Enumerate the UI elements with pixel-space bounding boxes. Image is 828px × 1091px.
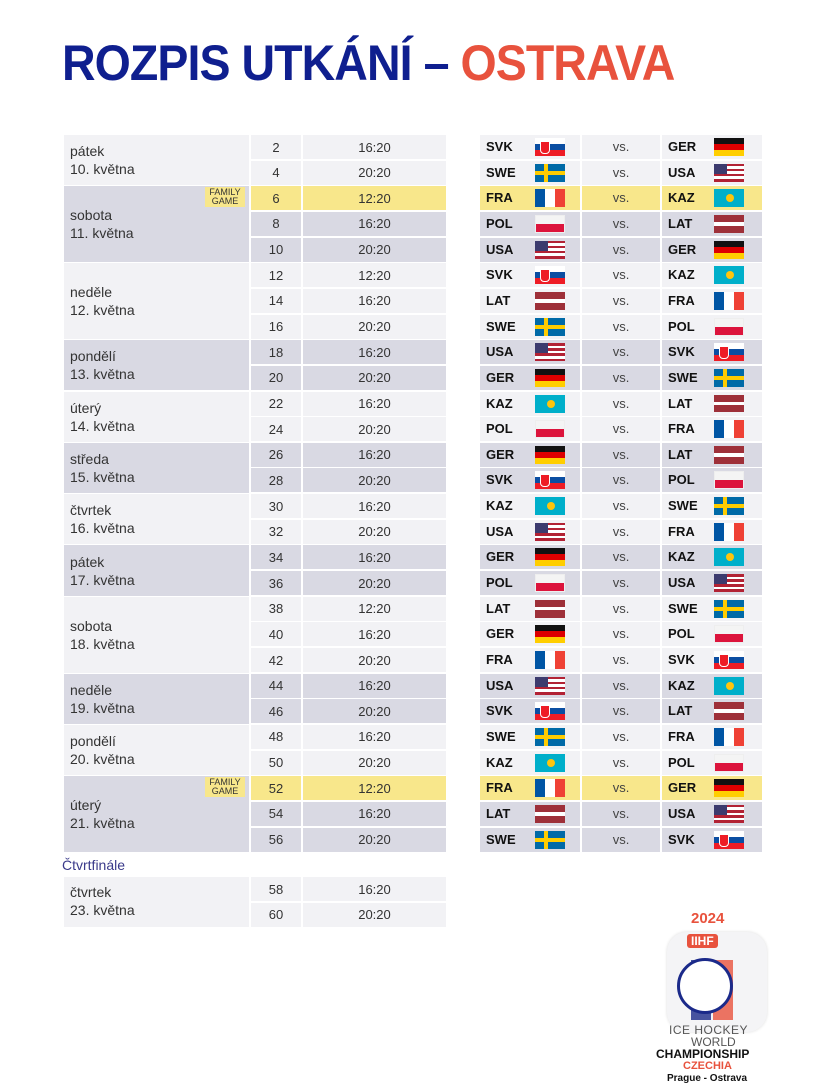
usa-flag-icon: [535, 241, 565, 259]
day-cell: [64, 263, 249, 339]
team-away: LAT: [668, 703, 693, 719]
pol-flag-icon: [714, 754, 744, 772]
game-time: 12:20: [303, 263, 446, 287]
game-time: 20:20: [303, 238, 446, 262]
game-time: 20:20: [303, 520, 446, 544]
fra-flag-icon: [714, 292, 744, 310]
ger-flag-icon: [714, 241, 744, 259]
game-time: 20:20: [303, 571, 446, 595]
vs-label: vs.: [612, 498, 630, 514]
vs-label: vs.: [612, 754, 630, 770]
lat-flag-icon: [714, 702, 744, 720]
game-number: 46: [251, 699, 301, 723]
ger-flag-icon: [535, 625, 565, 643]
day-name: úterý: [70, 399, 102, 416]
team-home: LAT: [486, 805, 511, 821]
game-time: 16:20: [303, 212, 446, 236]
team-home: SWE: [486, 164, 516, 180]
day-name: sobota: [70, 207, 113, 224]
team-home: GER: [486, 446, 515, 462]
logo-year: 2024: [691, 910, 725, 927]
day-label: [70, 553, 135, 589]
page-title: [62, 34, 674, 94]
team-home: SVK: [486, 267, 513, 283]
team-home: SVK: [486, 703, 513, 719]
title-part-2: OSTRAVA: [460, 35, 675, 91]
usa-flag-icon: [535, 677, 565, 695]
game-number: 32: [251, 520, 301, 544]
team-away: USA: [668, 164, 696, 180]
team-home: SWE: [486, 728, 516, 744]
game-time: 16:20: [303, 877, 446, 901]
team-home: USA: [486, 241, 514, 257]
fra-flag-icon: [714, 420, 744, 438]
team-away: SWE: [668, 600, 698, 616]
day-cell: [64, 597, 249, 673]
logo-line-4: CZECHIA: [683, 1060, 732, 1072]
vs-label: vs.: [612, 369, 630, 385]
logo-brand: IIHF: [687, 934, 718, 948]
day-name: neděle: [70, 681, 113, 698]
day-cell: [64, 674, 249, 724]
vs-label: vs.: [612, 600, 630, 616]
vs-label: vs.: [612, 472, 630, 488]
vs-label: vs.: [612, 677, 630, 693]
game-time: 16:20: [303, 674, 446, 698]
team-away: GER: [668, 139, 697, 154]
day-label: [70, 450, 135, 486]
swe-flag-icon: [535, 318, 565, 336]
svk-flag-icon: [714, 831, 744, 849]
game-number: 38: [251, 597, 301, 621]
vs-label: vs.: [612, 139, 630, 154]
ger-flag-icon: [714, 138, 744, 156]
pol-flag-icon: [714, 318, 744, 336]
pol-flag-icon: [535, 420, 565, 438]
kaz-flag-icon: [714, 266, 744, 284]
usa-flag-icon: [535, 343, 565, 361]
game-number: 56: [251, 828, 301, 852]
family-game-badge: FAMILY GAME: [205, 187, 245, 207]
vs-label: vs.: [612, 523, 630, 539]
game-time: 20:20: [303, 315, 446, 339]
team-away: LAT: [668, 215, 693, 231]
day-label: [70, 796, 135, 832]
team-away: FRA: [668, 523, 695, 539]
game-time: 16:20: [303, 622, 446, 646]
game-time: 12:20: [303, 186, 446, 210]
day-name: čtvrtek: [70, 884, 112, 900]
game-time: 20:20: [303, 648, 446, 672]
day-label: [70, 399, 135, 435]
vs-label: vs.: [612, 805, 630, 821]
game-number: 36: [251, 571, 301, 595]
vs-label: vs.: [612, 421, 630, 437]
lat-flag-icon: [714, 395, 744, 413]
game-number: 2: [251, 135, 301, 159]
pol-flag-icon: [714, 471, 744, 489]
fra-flag-icon: [714, 523, 744, 541]
team-home: POL: [486, 575, 513, 591]
team-home: SVK: [486, 472, 513, 488]
team-away: LAT: [668, 395, 693, 411]
game-time: 20:20: [303, 366, 446, 390]
swe-flag-icon: [714, 600, 744, 618]
game-time: 16:20: [303, 725, 446, 749]
kaz-flag-icon: [535, 497, 565, 515]
game-number: 28: [251, 468, 301, 492]
swe-flag-icon: [535, 728, 565, 746]
usa-flag-icon: [714, 164, 744, 182]
day-label: [70, 347, 135, 383]
svk-flag-icon: [535, 266, 565, 284]
usa-flag-icon: [535, 523, 565, 541]
logo-line-1: ICE HOCKEY: [669, 1023, 749, 1037]
team-home: LAT: [486, 600, 511, 616]
team-away: SWE: [668, 369, 698, 385]
game-time: 20:20: [303, 417, 446, 441]
ger-flag-icon: [535, 446, 565, 464]
fra-flag-icon: [714, 728, 744, 746]
pol-flag-icon: [535, 574, 565, 592]
team-home: POL: [486, 421, 513, 437]
day-date: 23. května: [70, 902, 135, 918]
game-time: 20:20: [303, 161, 446, 185]
team-home: FRA: [486, 652, 513, 667]
game-number: 52: [251, 776, 301, 800]
game-number: 18: [251, 340, 301, 364]
fra-flag-icon: [535, 779, 565, 797]
day-label: [70, 206, 134, 242]
swe-flag-icon: [714, 369, 744, 387]
game-number: 42: [251, 648, 301, 672]
ger-flag-icon: [535, 548, 565, 566]
day-name: úterý: [70, 797, 102, 814]
kaz-flag-icon: [535, 395, 565, 413]
game-number: 20: [251, 366, 301, 390]
game-time: 16:20: [303, 392, 446, 416]
game-number: 58: [251, 877, 301, 901]
game-time: 16:20: [303, 802, 446, 826]
team-home: USA: [486, 523, 514, 539]
svk-flag-icon: [535, 138, 565, 156]
usa-flag-icon: [714, 805, 744, 823]
team-away: FRA: [668, 421, 695, 437]
svk-flag-icon: [714, 343, 744, 361]
day-date: 17. května: [70, 571, 135, 588]
game-number: 4: [251, 161, 301, 185]
day-date: 12. května: [70, 302, 135, 319]
team-away: LAT: [668, 446, 693, 462]
swe-flag-icon: [714, 497, 744, 515]
team-away: SWE: [668, 498, 698, 514]
game-number: 34: [251, 545, 301, 569]
kaz-flag-icon: [535, 754, 565, 772]
day-name: čtvrtek: [70, 502, 112, 519]
vs-label: vs.: [612, 164, 630, 180]
team-home: KAZ: [486, 754, 513, 770]
team-home: POL: [486, 215, 513, 231]
game-time: 20:20: [303, 828, 446, 852]
day-name: pondělí: [70, 733, 116, 750]
game-number: 40: [251, 622, 301, 646]
day-name: pondělí: [70, 348, 116, 365]
team-away: USA: [668, 575, 696, 591]
lat-flag-icon: [535, 600, 565, 618]
logo-line-2: WORLD: [691, 1035, 736, 1049]
team-away: SVK: [668, 652, 695, 667]
game-number: 50: [251, 751, 301, 775]
kaz-flag-icon: [714, 677, 744, 695]
day-date: 20. května: [70, 751, 135, 768]
vs-label: vs.: [612, 318, 630, 334]
game-number: 26: [251, 443, 301, 467]
day-date: 18. května: [70, 635, 135, 652]
game-number: 12: [251, 263, 301, 287]
day-cell: [64, 877, 249, 927]
vs-label: vs.: [612, 215, 630, 231]
day-name: středa: [70, 450, 109, 467]
day-date: 15. května: [70, 468, 135, 485]
vs-label: vs.: [612, 703, 630, 719]
swe-flag-icon: [535, 831, 565, 849]
vs-label: vs.: [612, 241, 630, 257]
swe-flag-icon: [535, 164, 565, 182]
game-number: 6: [251, 186, 301, 210]
vs-label: vs.: [612, 728, 630, 744]
team-away: GER: [668, 241, 697, 257]
day-cell: [64, 545, 249, 595]
day-label: [70, 732, 135, 768]
team-home: SVK: [486, 139, 513, 154]
team-away: POL: [668, 754, 695, 770]
game-time: 16:20: [303, 545, 446, 569]
day-date: 10. května: [70, 161, 135, 178]
day-date: 13. května: [70, 366, 135, 383]
team-away: KAZ: [668, 677, 695, 693]
team-home: LAT: [486, 292, 511, 308]
team-away: POL: [668, 318, 695, 334]
game-time: 12:20: [303, 776, 446, 800]
vs-label: vs.: [612, 190, 630, 206]
vs-label: vs.: [612, 395, 630, 411]
vs-label: vs.: [612, 831, 630, 847]
svk-flag-icon: [535, 471, 565, 489]
day-label: [70, 883, 135, 919]
day-date: 16. května: [70, 520, 135, 537]
lat-flag-icon: [714, 215, 744, 233]
day-cell: [64, 494, 249, 544]
day-cell: [64, 340, 249, 390]
game-time: 16:20: [303, 494, 446, 518]
vs-label: vs.: [612, 626, 630, 642]
team-away: KAZ: [668, 267, 695, 283]
svk-flag-icon: [714, 651, 744, 669]
lat-flag-icon: [535, 805, 565, 823]
day-name: sobota: [70, 617, 113, 634]
vs-label: vs.: [612, 344, 630, 360]
game-time: 20:20: [303, 468, 446, 492]
svk-flag-icon: [535, 702, 565, 720]
ger-flag-icon: [535, 369, 565, 387]
fra-flag-icon: [535, 651, 565, 669]
day-label: [70, 501, 135, 537]
game-time: 12:20: [303, 597, 446, 621]
game-number: 10: [251, 238, 301, 262]
game-number: 24: [251, 417, 301, 441]
day-name: pátek: [70, 143, 105, 160]
team-home: KAZ: [486, 395, 513, 411]
game-number: 8: [251, 212, 301, 236]
day-cell: [64, 135, 249, 185]
team-away: SVK: [668, 831, 695, 847]
team-home: GER: [486, 369, 515, 385]
team-home: SWE: [486, 831, 516, 847]
championship-logo: [655, 910, 775, 1090]
game-time: 20:20: [303, 903, 446, 927]
game-number: 60: [251, 903, 301, 927]
vs-label: vs.: [612, 652, 630, 667]
game-number: 54: [251, 802, 301, 826]
logo-line-3: CHAMPIONSHIP: [656, 1047, 750, 1061]
day-date: 21. května: [70, 815, 135, 832]
usa-flag-icon: [714, 574, 744, 592]
game-time: 20:20: [303, 751, 446, 775]
team-home: USA: [486, 344, 514, 360]
kaz-flag-icon: [714, 548, 744, 566]
team-away: USA: [668, 805, 696, 821]
game-number: 14: [251, 289, 301, 313]
day-date: 11. května: [70, 225, 134, 242]
game-time: 16:20: [303, 443, 446, 467]
lat-flag-icon: [714, 446, 744, 464]
logo-line-5: Prague - Ostrava: [667, 1073, 748, 1084]
ger-flag-icon: [714, 779, 744, 797]
family-game-badge: FAMILY GAME: [205, 777, 245, 797]
team-home: GER: [486, 626, 515, 642]
game-number: 30: [251, 494, 301, 518]
team-away: POL: [668, 472, 695, 488]
title-part-1: ROZPIS UTKÁNÍ –: [62, 35, 449, 91]
game-time: 20:20: [303, 699, 446, 723]
game-number: 44: [251, 674, 301, 698]
pol-flag-icon: [714, 625, 744, 643]
game-time: 16:20: [303, 289, 446, 313]
day-cell: [64, 392, 249, 442]
day-cell: [64, 725, 249, 775]
day-label: [70, 283, 135, 319]
game-time: 16:20: [303, 135, 446, 159]
team-home: KAZ: [486, 498, 513, 514]
day-name: pátek: [70, 553, 105, 570]
team-home: FRA: [486, 780, 513, 796]
day-date: 19. května: [70, 699, 135, 716]
pol-flag-icon: [535, 215, 565, 233]
quarterfinal-heading: Čtvrtfinále: [62, 857, 126, 873]
team-home: GER: [486, 549, 515, 565]
vs-label: vs.: [612, 780, 630, 796]
team-away: GER: [668, 780, 697, 796]
vs-label: vs.: [612, 267, 630, 283]
team-away: SVK: [668, 344, 695, 360]
day-label: [70, 142, 135, 178]
vs-label: vs.: [612, 575, 630, 591]
day-label: [70, 617, 135, 653]
game-time: 16:20: [303, 340, 446, 364]
team-away: POL: [668, 626, 695, 642]
kaz-flag-icon: [714, 189, 744, 207]
fra-flag-icon: [535, 189, 565, 207]
team-home: FRA: [486, 190, 513, 206]
vs-label: vs.: [612, 292, 630, 308]
team-home: SWE: [486, 318, 516, 334]
team-away: FRA: [668, 728, 695, 744]
day-name: neděle: [70, 284, 113, 301]
day-date: 14. května: [70, 417, 135, 434]
logo-emblem-icon: [677, 958, 733, 1014]
day-label: [70, 681, 135, 717]
game-number: 22: [251, 392, 301, 416]
team-away: KAZ: [668, 190, 695, 206]
lat-flag-icon: [535, 292, 565, 310]
vs-label: vs.: [612, 446, 630, 462]
team-away: FRA: [668, 292, 695, 308]
game-number: 16: [251, 315, 301, 339]
day-cell: [64, 443, 249, 493]
team-away: KAZ: [668, 549, 695, 565]
vs-label: vs.: [612, 549, 630, 565]
game-number: 48: [251, 725, 301, 749]
team-home: USA: [486, 677, 514, 693]
